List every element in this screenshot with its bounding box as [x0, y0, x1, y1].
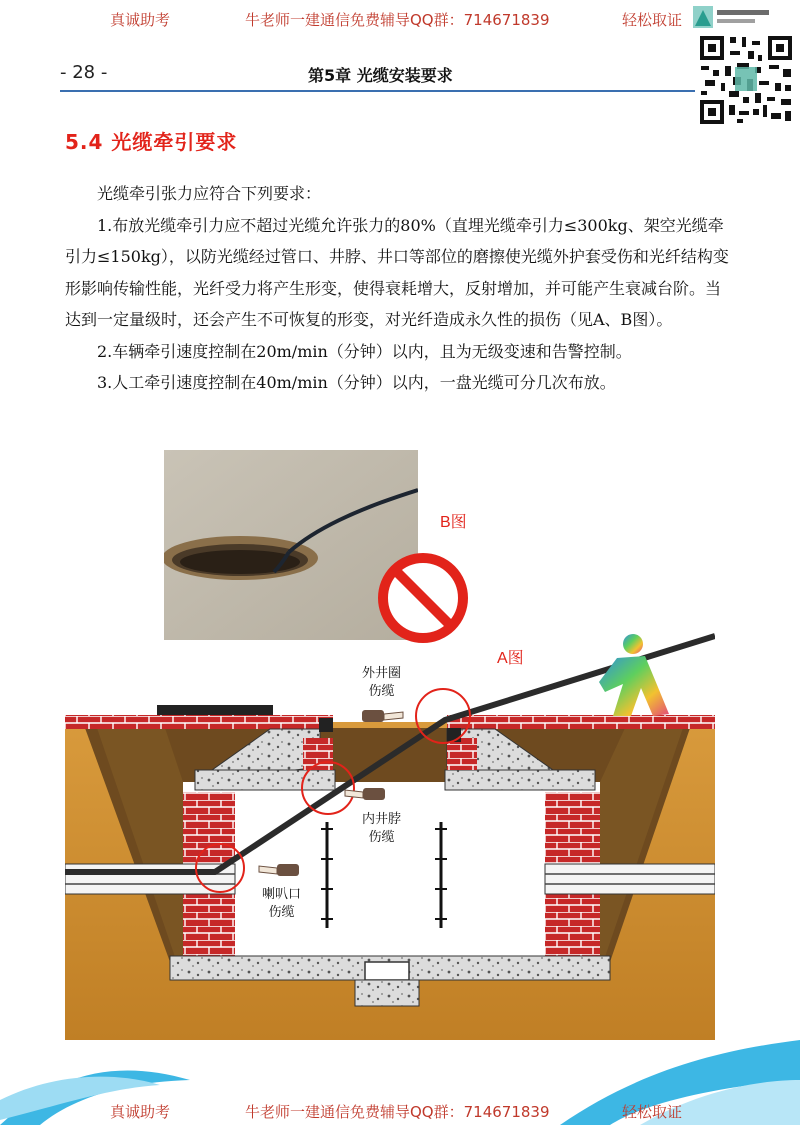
horn-mouth-damage-label: 喇叭口 伤缆: [262, 887, 302, 920]
chapter-title: 第5章 光缆安装要求: [308, 66, 453, 85]
figure-b-label: B图: [440, 514, 467, 531]
page-number: - 28 -: [60, 62, 108, 83]
banner-left-text: 真诚助考: [110, 11, 171, 29]
header-rule: [60, 90, 695, 92]
banner-right-text: 轻松取证: [622, 1103, 683, 1121]
section-title: 5.4 光缆牵引要求: [65, 130, 238, 154]
outer-ring-damage-label: 外井圈 伤缆: [362, 666, 402, 699]
worker-figure-icon: [599, 634, 669, 716]
banner-middle-text: 牛老师一建通信免费辅导QQ群：714671839: [245, 1103, 550, 1121]
logo-icon: [693, 4, 773, 30]
page-header: [60, 58, 695, 92]
banner-right-text: 轻松取证: [622, 11, 683, 29]
figure-a-label: A图: [497, 650, 524, 667]
paragraph-item-2: 2.车辆牵引速度控制在20m/min（分钟）以内，且为无级变速和告警控制。: [97, 341, 632, 361]
banner-left-text: 真诚助考: [110, 1103, 171, 1121]
prohibition-sign-icon: [377, 552, 469, 644]
qr-code-icon: [697, 33, 795, 127]
paragraph-intro: 光缆牵引张力应符合下列要求：: [97, 184, 322, 203]
top-banner: [0, 0, 800, 38]
bottom-banner: [0, 1092, 800, 1125]
inner-neck-damage-label: 内井脖 伤缆: [362, 812, 402, 845]
banner-middle-text: 牛老师一建通信免费辅导QQ群：714671839: [245, 11, 550, 29]
paragraph-item-1: 1.布放光缆牵引力应不超过光缆允许张力的80%（直埋光缆牵引力≤300kg、架空光缆牵引力≤150kg），以防光缆经过管口、井脖、井口等部位的磨擦使光缆外护套受伤和光纤结构变形影响传输性能，光纤受力将产生形变，使得衰耗增大，反射增加，并可能产生衰减台阶。当达到一定量级时，还会产生不可恢复的形变，对光纤造成永久性的损伤（见A、B图）。: [65, 215, 729, 329]
body-text: [65, 178, 735, 399]
paragraph-item-3: 3.人工牵引速度控制在40m/min（分钟）以内，一盘光缆可分几次布放。: [97, 373, 616, 392]
